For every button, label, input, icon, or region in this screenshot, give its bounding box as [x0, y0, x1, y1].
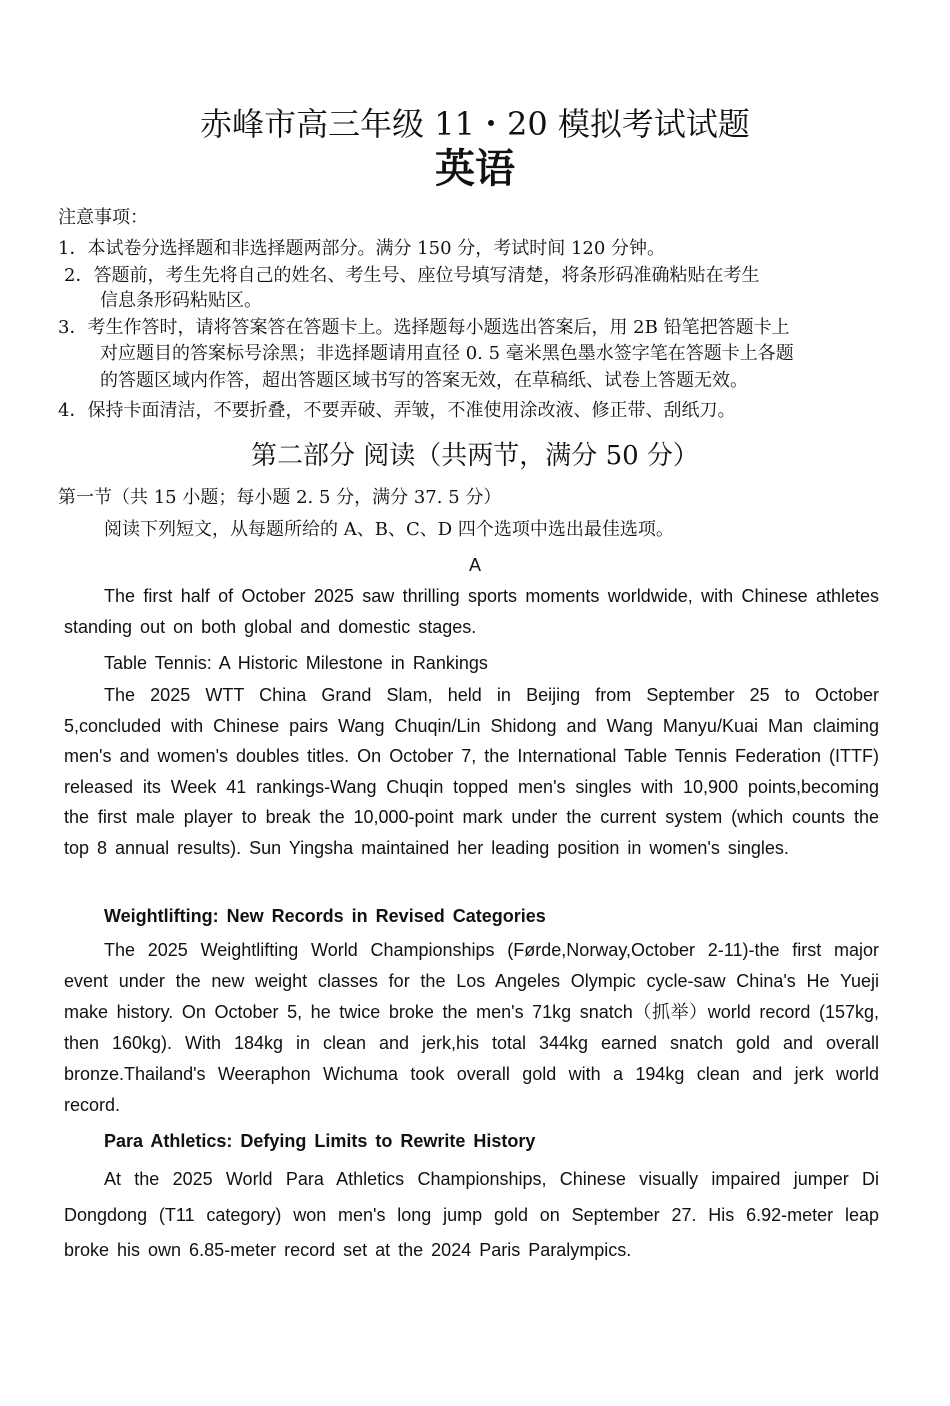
note-item-2: 2．答题前，考生先将自己的姓名、考生号、座位号填写清楚，将条形码准确粘贴在考生 [64, 265, 760, 286]
note-item-4: 4．保持卡面清洁，不要折叠，不要弄破、弄皱，不准使用涂改液、修正带、刮纸刀。 [58, 400, 736, 421]
paragraph-table-tennis: The 2025 WTT China Grand Slam, held in Beijing from September 25 to October 5,concluded with Chinese pairs Wang Chuqin/Lin Shidong and Wang Manyu/Kuai Man claiming men's and women's doubles titles. On October 7, the International Table Tennis Federation (ITTF) released its Week 41 rankings-Wang Chuqin topped men's singles with 10,900 points,becoming the first male player to break the 10,000-point mark under the current system (which counts the top 8 annual results). Sun Yingsha maintained her leading position in women's singles. [64, 685, 879, 858]
heading-para-athletics: Para Athletics: Defying Limits to Rewrite History [104, 1131, 536, 1151]
heading-table-tennis: Table Tennis: A Historic Milestone in Rankings [104, 653, 488, 673]
paragraph-para-athletics: At the 2025 World Para Athletics Championships, Chinese visually impaired jumper Di Dongdong (T11 category) won men's long jump gold on September 27. His 6.92-meter leap broke his own 6.85-meter record set at the 2024 Paris Paralympics. [64, 1169, 879, 1260]
passage-label: A [468, 555, 481, 575]
paragraph-weightlifting: The 2025 Weightlifting World Championships (Førde,Norway,October 2-11)-the first major event under the new weight classes for the Los Angeles Olympic cycle-saw China's He Yueji make history. On October 5, he twice broke the men's 71kg snatch（抓举）world record (157kg, then 160kg). With 184kg in clean and jerk,his total 344kg earned snatch gold and overall bronze.Thailand's Weeraphon Wichuma took overall gold with a 194kg clean and jerk world record. [64, 940, 879, 1115]
note-item-1: 1．本试卷分选择题和非选择题两部分。满分 150 分，考试时间 120 分钟。 [58, 238, 666, 259]
note-item-3-continued-2: 的答题区域内作答，超出答题区域书写的答案无效，在草稿纸、试卷上答题无效。 [100, 370, 748, 391]
note-item-3-continued: 对应题目的答案标号涂黑；非选择题请用直径 0. 5 毫米黑色墨水签字笔在答题卡上各题 [100, 343, 794, 364]
note-item-2-continued: 信息条形码粘贴区。 [100, 290, 262, 311]
section-title: 第一节（共 15 小题；每小题 2. 5 分，满分 37. 5 分） [58, 487, 502, 508]
subject-title: 英语 [435, 145, 515, 192]
passage-intro: The first half of October 2025 saw thrilling sports moments worldwide, with Chinese athletes standing out on both global and domestic stages. [64, 586, 879, 637]
notes-heading: 注意事项： [58, 207, 148, 228]
section-instruction: 阅读下列短文，从每题所给的 A、B、C、D 四个选项中选出最佳选项。 [104, 519, 674, 540]
note-item-3: 3．考生作答时，请将答案答在答题卡上。选择题每小题选出答案后，用 2B 铅笔把答题卡上 [58, 317, 790, 338]
part-title: 第二部分 阅读（共两节，满分 50 分） [251, 441, 699, 471]
heading-weightlifting: Weightlifting: New Records in Revised Categories [104, 906, 546, 926]
exam-title: 赤峰市高三年级 11・20 模拟考试试题 [200, 105, 750, 143]
